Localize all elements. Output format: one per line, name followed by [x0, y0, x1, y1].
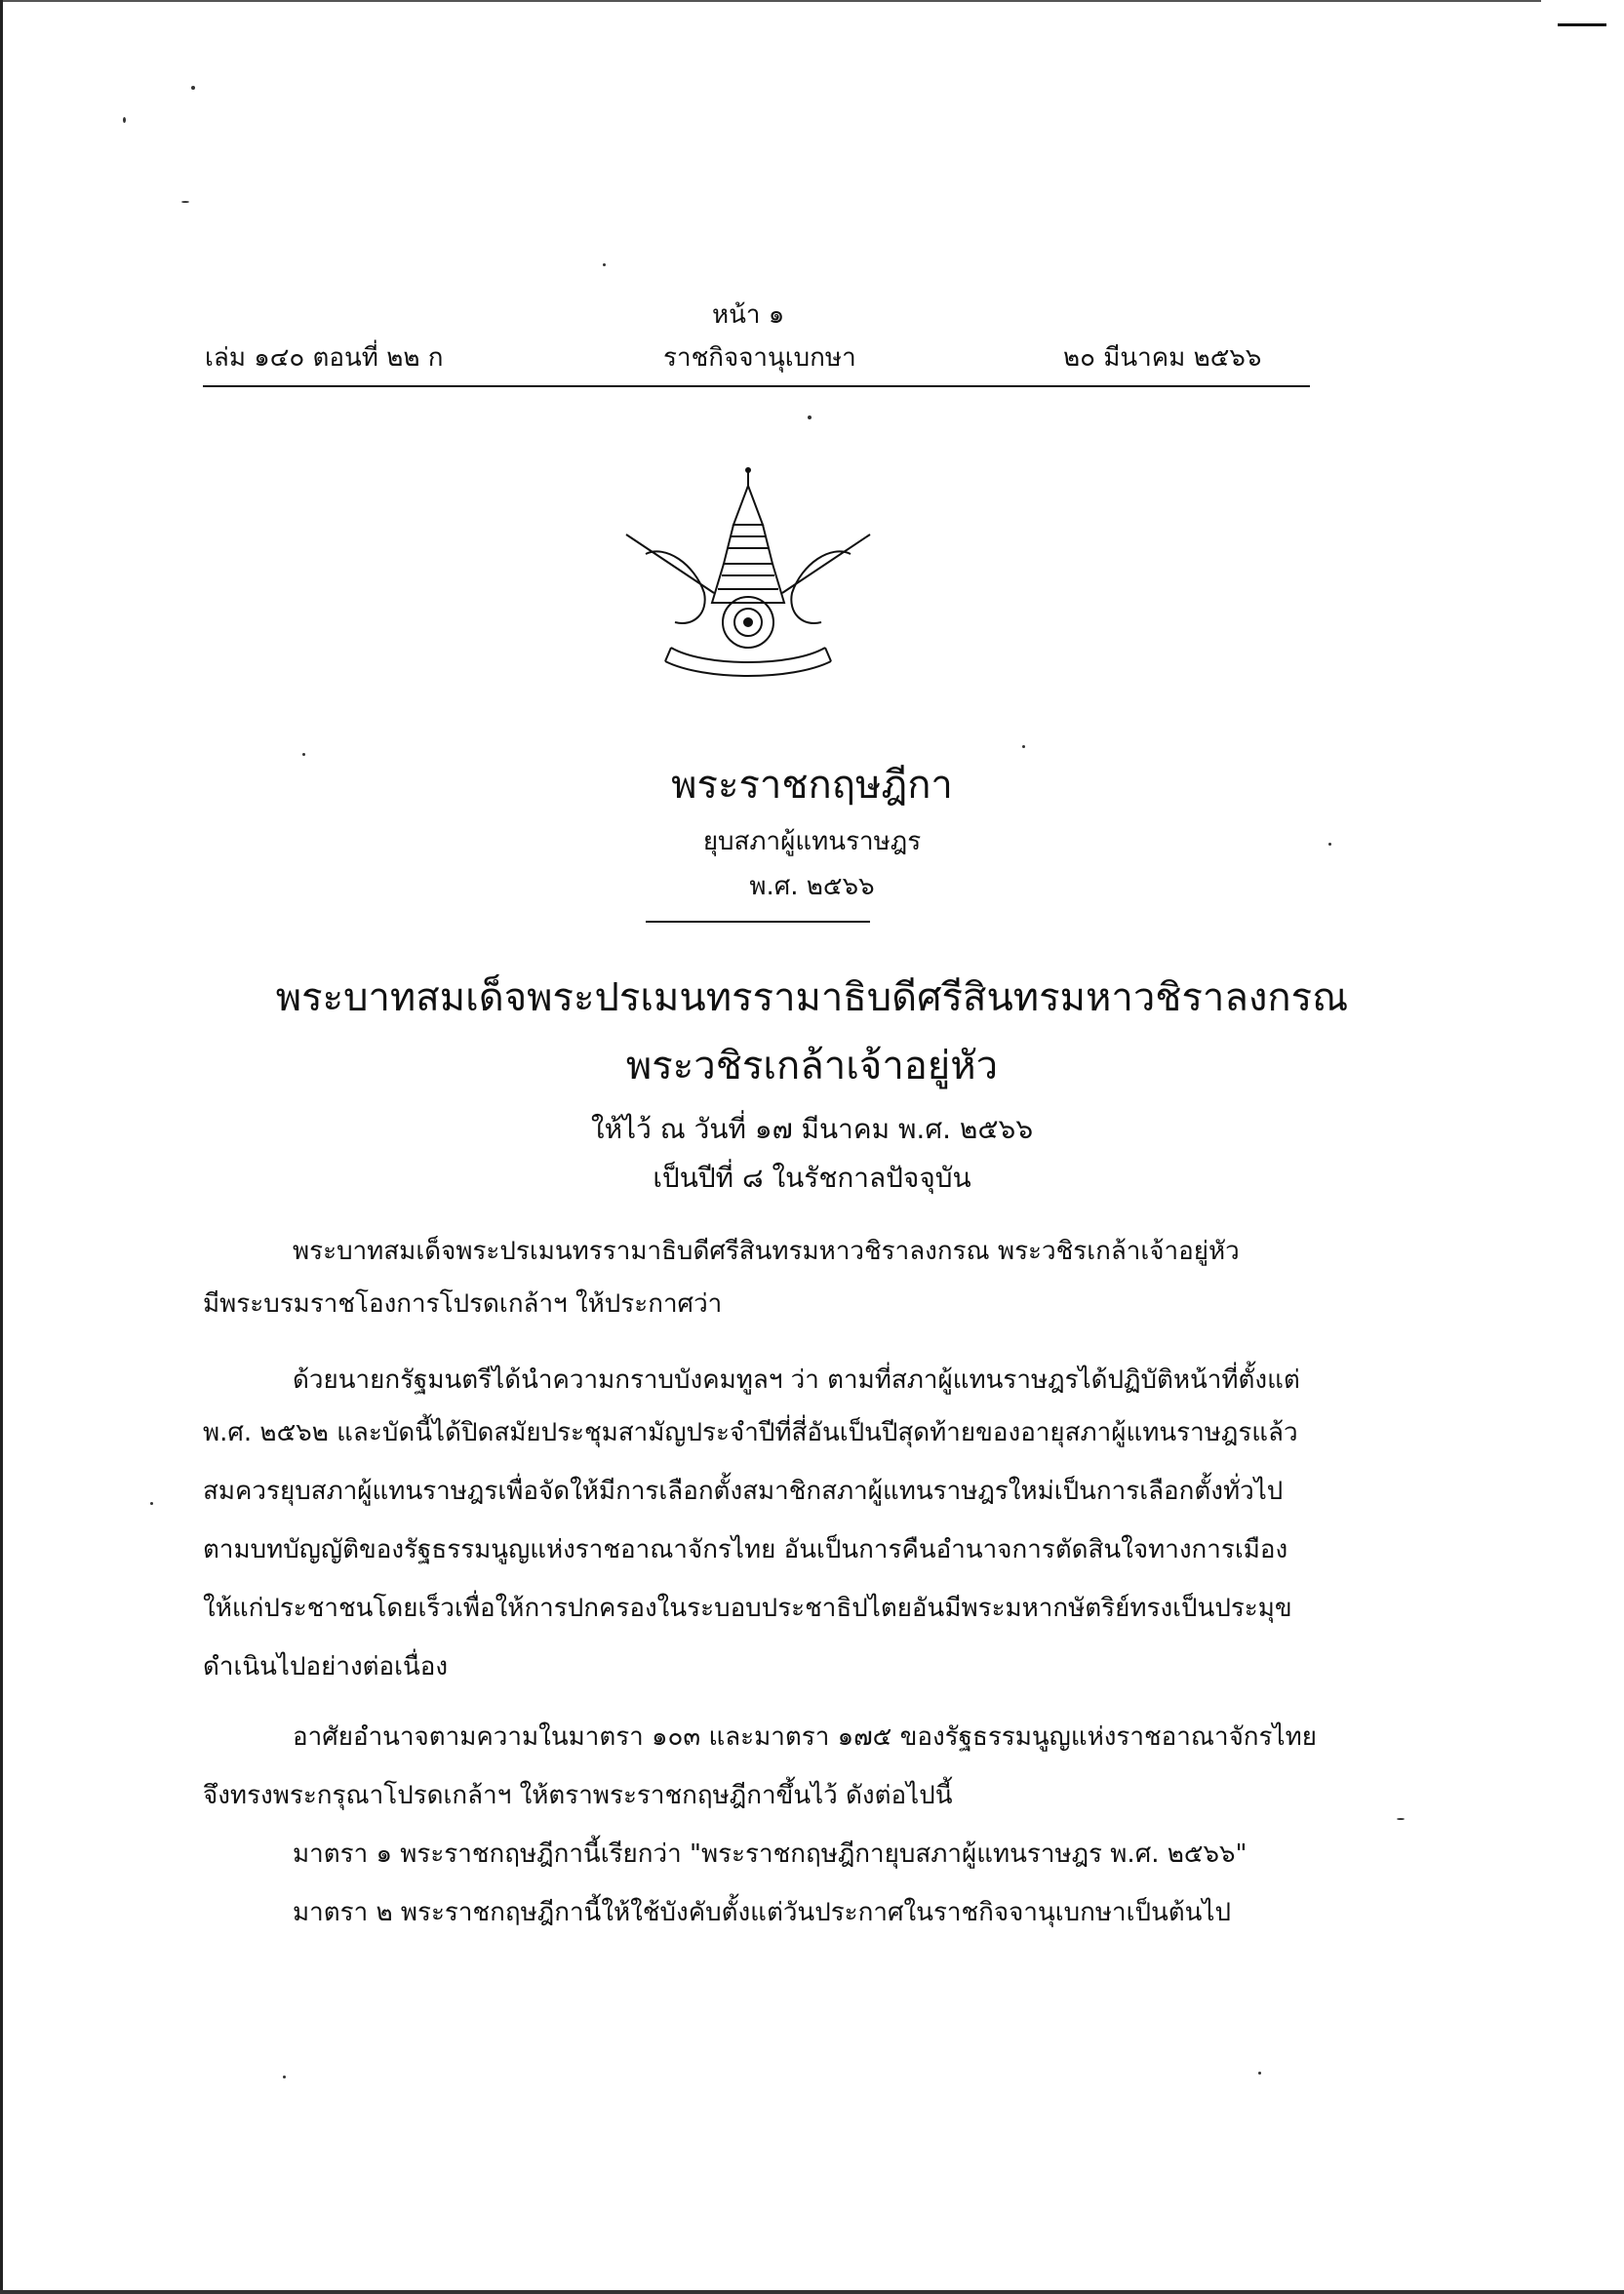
scan-speck	[181, 201, 189, 203]
header-rule	[203, 385, 1310, 387]
body-line: มีพระบรมราชโองการโปรดเกล้าฯ ให้ประกาศว่า	[203, 1289, 723, 1319]
page-label: หน้า ๑	[712, 300, 785, 330]
decree-subtitle: ยุบสภาผู้แทนราษฎร	[702, 827, 922, 856]
volume-issue: เล่ม ๑๔๐ ตอนที่ ๒๒ ก	[205, 343, 444, 373]
title-rule	[646, 921, 870, 923]
decree-title: พระราชกฤษฎีกา	[671, 763, 953, 808]
king-name-line1: พระบาทสมเด็จพระปรเมนทรรามาธิบดีศรีสินทรมหาวชิราลงกรณ	[275, 975, 1349, 1020]
scan-speck	[191, 86, 195, 90]
decree-year: พ.ศ. ๒๕๖๖	[749, 872, 875, 901]
body-line: พระบาทสมเด็จพระปรเมนทรรามาธิบดีศรีสินทรมหาวชิราลงกรณ พระวชิรเกล้าเจ้าอยู่หัว	[293, 1237, 1240, 1266]
body-line: สมควรยุบสภาผู้แทนราษฎรเพื่อจัดให้มีการเลือกตั้งสมาชิกสภาผู้แทนราษฎรใหม่เป็นการเลือกตั้งทั่วไป	[203, 1477, 1284, 1506]
scan-speck	[603, 263, 606, 266]
gazette-name: ราชกิจจานุเบกษา	[663, 343, 856, 373]
scan-speck	[123, 117, 126, 123]
body-line: อาศัยอำนาจตามความในมาตรา ๑๐๓ และมาตรา ๑๗๕ ของรัฐธรรมนูญแห่งราชอาณาจักรไทย	[293, 1722, 1317, 1752]
body-line: จึงทรงพระกรุณาโปรดเกล้าฯ ให้ตราพระราชกฤษฎีกาขึ้นไว้ ดังต่อไปนี้	[203, 1781, 953, 1810]
body-line: ตามบทบัญญัติของรัฐธรรมนูญแห่งราชอาณาจักรไทย อันเป็นการคืนอำนาจการตัดสินใจทางการเมือง	[203, 1535, 1288, 1564]
scan-speck	[283, 2076, 286, 2078]
royal-emblem-icon	[607, 466, 890, 700]
gazette-date: ๒๐ มีนาคม ๒๕๖๖	[1063, 343, 1262, 373]
body-line: ด้วยนายกรัฐมนตรีได้นำความกราบบังคมทูลฯ ว่า ตามที่สภาผู้แทนราษฎรได้ปฏิบัติหน้าที่ตั้งแต่	[293, 1365, 1300, 1395]
scan-speck	[1397, 1818, 1405, 1820]
section-1: มาตรา ๑ พระราชกฤษฎีกานี้เรียกว่า "พระราชกฤษฎีกายุบสภาผู้แทนราษฎร พ.ศ. ๒๕๖๖"	[293, 1839, 1248, 1869]
section-2: มาตรา ๒ พระราชกฤษฎีกานี้ให้ใช้บังคับตั้งแต่วันประกาศในราชกิจจานุเบกษาเป็นต้นไป	[293, 1898, 1232, 1927]
king-name-line2: พระวชิรเกล้าเจ้าอยู่หัว	[625, 1044, 999, 1088]
given-date: ให้ไว้ ณ วันที่ ๑๗ มีนาคม พ.ศ. ๒๕๖๖	[590, 1113, 1034, 1145]
scan-speck	[1022, 745, 1025, 748]
reign-year: เป็นปีที่ ๘ ในรัชกาลปัจจุบัน	[653, 1162, 971, 1194]
scan-edge-top	[0, 0, 1541, 2]
scan-speck	[150, 1502, 153, 1505]
scan-edge-bottom	[0, 2290, 1624, 2294]
body-line: พ.ศ. ๒๕๖๒ และบัดนี้ได้ปิดสมัยประชุมสามัญประจำปีที่สี่อันเป็นปีสุดท้ายของอายุสภาผู้แทนราษฎรแล้ว	[203, 1418, 1298, 1447]
body-line: ดำเนินไปอย่างต่อเนื่อง	[203, 1652, 449, 1681]
scan-speck	[808, 415, 812, 419]
body-line: ให้แก่ประชาชนโดยเร็วเพื่อให้การปกครองในระบอบประชาธิปไตยอันมีพระมหากษัตริย์ทรงเป็นประมุข	[203, 1594, 1292, 1623]
scan-speck	[1258, 2072, 1261, 2075]
corner-mark	[1558, 23, 1606, 26]
